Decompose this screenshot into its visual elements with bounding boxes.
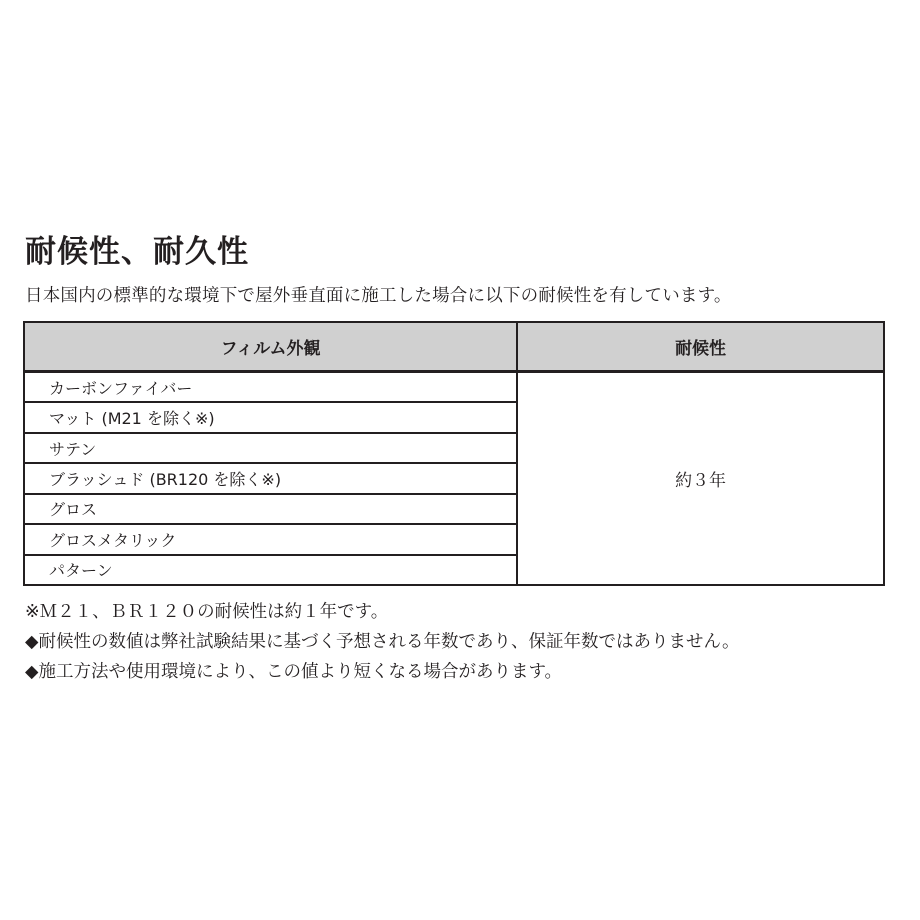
- page-title: 耐候性、耐久性: [25, 234, 249, 270]
- film-type-cell: サテン: [24, 433, 517, 463]
- column-header-durability: 耐候性: [517, 322, 884, 372]
- film-type-cell: パターン: [24, 555, 517, 585]
- footnote-exceptions: ※Ｍ２１、ＢＲ１２０の耐候性は約１年です。: [25, 602, 389, 622]
- table-header-row: [24, 322, 884, 372]
- durability-table: [23, 321, 885, 586]
- film-type-cell: カーボンファイバー: [24, 372, 517, 403]
- footnotes: [25, 597, 740, 687]
- page-subtitle: 日本国内の標準的な環境下で屋外垂直面に施工した場合に以下の耐候性を有しています。: [25, 286, 732, 306]
- film-type-cell: グロス: [24, 494, 517, 524]
- film-type-cell: マット (M21 を除く※): [24, 402, 517, 432]
- footnote-not-warranty: ◆耐候性の数値は弊社試験結果に基づく予想される年数であり、保証年数ではありません。: [25, 632, 740, 652]
- footnote-conditions: ◆施工方法や使用環境により、この値より短くなる場合があります。: [25, 662, 563, 682]
- film-type-cell: グロスメタリック: [24, 524, 517, 554]
- film-type-cell: ブラッシュド (BR120 を除く※): [24, 463, 517, 493]
- durability-value-cell: 約３年: [517, 372, 884, 586]
- column-header-film-appearance: フィルム外観: [24, 322, 517, 372]
- table-row: [24, 372, 884, 403]
